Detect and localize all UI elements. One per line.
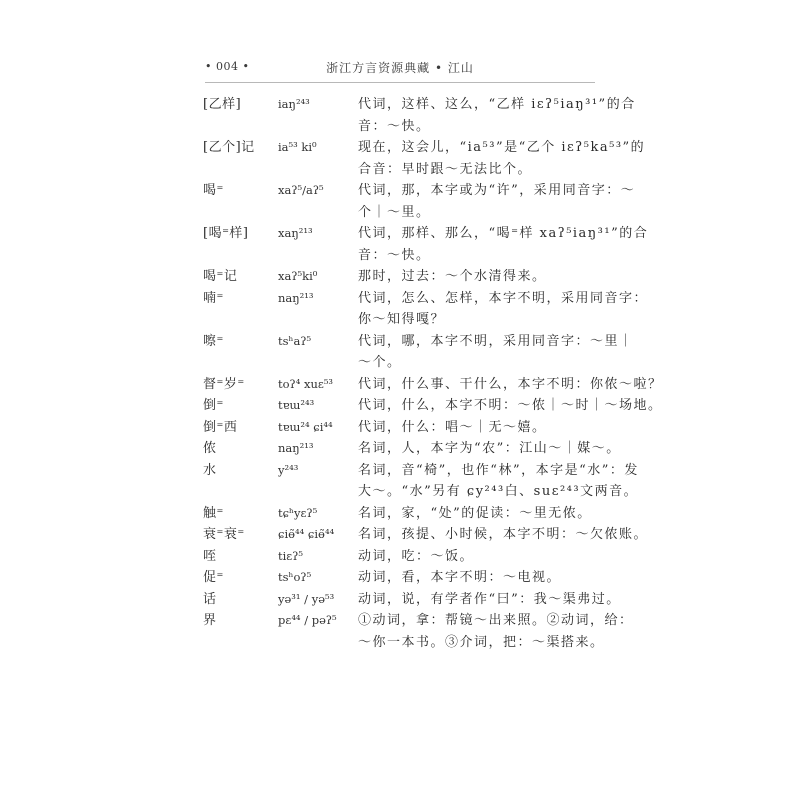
ipa-transcription: tɐɯ²⁴ ɕi⁴⁴ — [278, 419, 333, 434]
definition-line: 动词，看，本字不明：～电视。 — [358, 570, 562, 585]
definition-line: 代词，怎么、怎样，本字不明，采用同音字： — [358, 290, 649, 306]
dictionary-entry — [203, 503, 643, 525]
dictionary-entry — [203, 288, 649, 331]
definition-line: 音：～快。 — [358, 247, 431, 263]
entry-list — [203, 94, 663, 653]
dictionary-entry — [203, 180, 643, 223]
definition-line: 动词，吃：～饭。 — [358, 548, 475, 564]
definition-line: 代词，那样、那么，“喝⁼样 xaʔ⁵iaŋ³¹”的合 — [358, 226, 649, 241]
definition — [358, 438, 643, 460]
definition — [358, 266, 643, 288]
headword: [乙个]记 — [203, 140, 255, 155]
definition-line: 代词，什么：唱～｜无～嬉。 — [358, 419, 547, 435]
headword: 话 — [203, 591, 217, 607]
definition — [358, 180, 643, 223]
dictionary-entry — [203, 567, 643, 589]
headword: 水 — [203, 462, 217, 478]
definition — [358, 288, 649, 331]
definition-line: 合音：早时跟～无法比个。 — [358, 161, 533, 177]
definition — [358, 417, 643, 439]
ipa-transcription: xaʔ⁵/aʔ⁵ — [278, 183, 324, 197]
dictionary-entry — [203, 266, 643, 288]
ipa-transcription: tsʰaʔ⁵ — [278, 333, 312, 348]
definition — [358, 546, 643, 568]
headword: 衰⁼衰⁼ — [203, 527, 245, 542]
ipa-transcription: naŋ²¹³ — [278, 290, 314, 305]
page-header — [205, 58, 595, 80]
definition — [358, 460, 643, 503]
headword: 侬 — [203, 441, 217, 456]
definition-line: ①动词，拿：帮镜～出来照。②动词，给： — [358, 613, 634, 628]
definition-line: 代词，什么事、干什么，本字不明：你侬～啦？ — [358, 376, 663, 392]
definition-line: 名词，音“椅”，也作“林”，本字是“水”：发 — [358, 462, 639, 478]
definition — [358, 374, 663, 396]
ipa-transcription: ia⁵³ ki⁰ — [278, 140, 317, 154]
headword: 督⁼岁⁼ — [203, 376, 245, 392]
definition-line: 你～知得嘎？ — [358, 312, 446, 327]
headword: [乙样] — [203, 97, 242, 112]
dictionary-entry — [203, 610, 643, 653]
headword: 喝⁼记 — [203, 269, 238, 284]
page-number: • 004 • — [205, 60, 250, 73]
definition — [358, 503, 643, 525]
running-title: 浙江方言资源典藏 • 江山 — [326, 61, 474, 75]
headword: 咥 — [203, 548, 217, 564]
definition-line: 代词，这样、这么，“乙样 iɛʔ⁵iaŋ³¹”的合 — [358, 97, 636, 112]
definition — [358, 395, 663, 417]
definition — [358, 610, 643, 653]
definition-line: 那时，过去：～个水清得来。 — [358, 269, 547, 284]
headword: 喝⁼ — [203, 183, 224, 198]
dictionary-entry — [203, 546, 643, 568]
headword: 倒⁼西 — [203, 419, 238, 435]
definition-line: 代词，什么，本字不明：～侬｜～时｜～场地。 — [358, 398, 663, 413]
headword: [喝⁼样] — [203, 226, 249, 241]
ipa-transcription: y²⁴³ — [278, 462, 299, 477]
dictionary-entry — [203, 395, 663, 417]
definition-line: 名词，家，“处”的促读：～里无侬。 — [358, 505, 592, 521]
ipa-transcription: xaʔ⁵ki⁰ — [278, 269, 318, 283]
definition — [358, 223, 649, 266]
ipa-transcription: xaŋ²¹³ — [278, 226, 313, 240]
definition — [358, 331, 643, 374]
dictionary-entry — [203, 94, 643, 137]
dictionary-entry — [203, 137, 646, 180]
dictionary-entry — [203, 331, 643, 374]
dictionary-entry — [203, 460, 643, 503]
definition-line: ～个。 — [358, 355, 402, 370]
ipa-transcription: toʔ⁴ xuɛ⁵³ — [278, 376, 334, 391]
definition — [358, 94, 643, 137]
ipa-transcription: iaŋ²⁴³ — [278, 97, 310, 111]
ipa-transcription: tɕʰyɛʔ⁵ — [278, 505, 318, 520]
headword: 触⁼ — [203, 505, 224, 521]
dictionary-entry — [203, 223, 649, 266]
definition-line: 现在，这会儿，“ia⁵³”是“乙个 iɛʔ⁵ka⁵³”的 — [358, 140, 646, 155]
headword: 促⁼ — [203, 570, 224, 585]
definition-line: 个｜～里。 — [358, 204, 431, 220]
dictionary-entry — [203, 417, 643, 439]
headword: 界 — [203, 613, 217, 628]
definition-line: ～你一本书。③介词，把：～渠搭来。 — [358, 634, 605, 650]
definition — [358, 524, 649, 546]
ipa-transcription: ɕiɵ̃⁴⁴ ɕiɵ̃⁴⁴ — [278, 527, 335, 541]
definition-line: 音：～快。 — [358, 118, 431, 134]
ipa-transcription: tsʰoʔ⁵ — [278, 570, 312, 584]
header-divider — [205, 82, 595, 83]
definition — [358, 589, 643, 611]
ipa-transcription: yə³¹ / yə⁵³ — [278, 591, 335, 606]
definition-line: 名词，人，本字为“农”：江山～｜媒～。 — [358, 441, 621, 456]
ipa-transcription: pɛ⁴⁴ / pəʔ⁵ — [278, 613, 337, 627]
definition-line: 动词，说，有学者作“曰”：我～渠弗过。 — [358, 591, 621, 607]
dictionary-entry — [203, 524, 649, 546]
definition-line: 名词，孩提、小时候，本字不明：～欠侬账。 — [358, 527, 649, 542]
definition-line: 代词，那，本字或为“许”，采用同音字：～ — [358, 183, 636, 198]
headword: 喃⁼ — [203, 290, 224, 306]
definition-line: 代词，哪，本字不明，采用同音字：～里｜ — [358, 333, 634, 349]
headword: 嚓⁼ — [203, 333, 224, 349]
dictionary-entry — [203, 438, 643, 460]
dictionary-entry — [203, 374, 663, 396]
ipa-transcription: naŋ²¹³ — [278, 441, 314, 455]
definition — [358, 567, 643, 589]
dictionary-entry — [203, 589, 643, 611]
definition-line: 大～。“水”另有 ɕy²⁴³白、suɛ²⁴³文两音。 — [358, 484, 639, 499]
ipa-transcription: tiɛʔ⁵ — [278, 548, 304, 563]
definition — [358, 137, 646, 180]
headword: 倒⁼ — [203, 398, 224, 413]
ipa-transcription: tɐɯ²⁴³ — [278, 398, 315, 412]
